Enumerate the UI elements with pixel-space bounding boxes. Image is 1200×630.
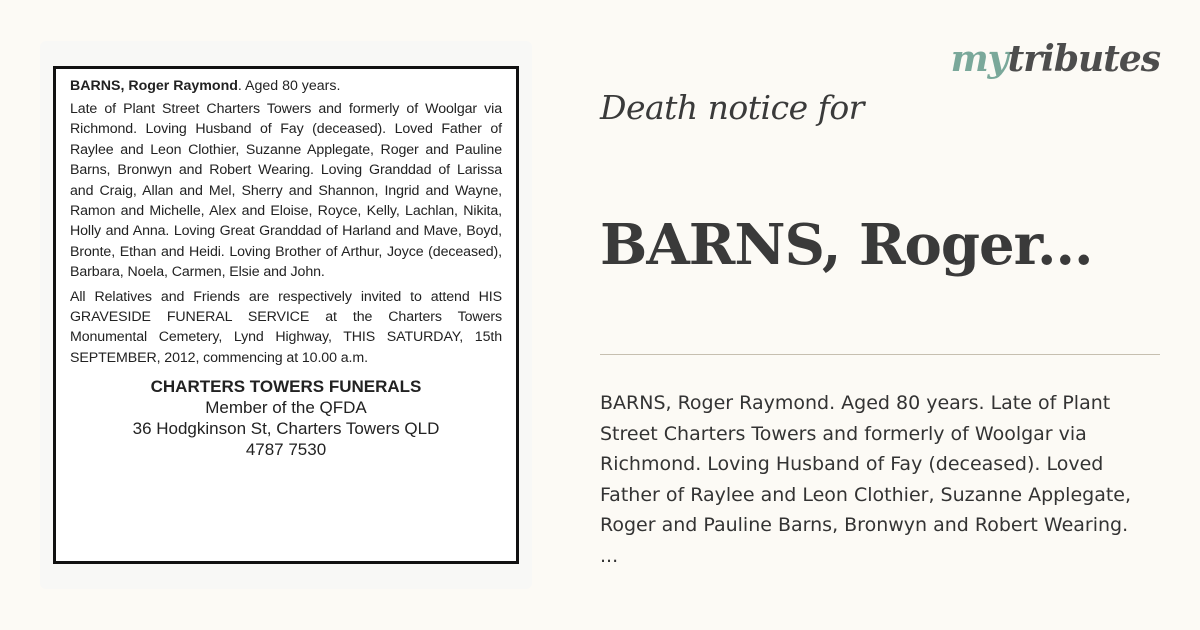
page-subtitle: Death notice for — [600, 88, 864, 127]
funeral-director-block — [70, 376, 502, 460]
mytributes-logo — [951, 38, 1160, 80]
notice-service-paragraph: All Relatives and Friends are respectively invited to attend HIS GRAVESIDE FUNERAL SERVICE at the Charters Towers Monumental Cemetery, Lynd Highway, THIS SATURDAY, 15th SEPTEMBER, 2012, commencing at 10.00 a.m. — [70, 288, 502, 366]
notice-border-box — [53, 66, 519, 564]
logo-tributes: tributes — [1007, 38, 1160, 80]
funeral-director-name: CHARTERS TOWERS FUNERALS — [150, 377, 422, 397]
page-title: BARNS, Roger... — [600, 212, 1093, 278]
funeral-phone: 4787 7530 — [245, 440, 327, 460]
notice-summary: BARNS, Roger Raymond. Aged 80 years. Late of Plant Street Charters Towers and formerly of Woolgar via Richmond. Loving Husband of Fay (deceased). Loved Father of Raylee and Leon Clothier, Suzanne Applegate, Roger and Pauline Barns, Bronwyn and Robert Wearing. ... — [600, 392, 1132, 567]
logo-my: my — [950, 38, 1008, 80]
notice-deceased-name: BARNS, Roger Raymond — [70, 78, 238, 94]
death-notice-image — [40, 41, 532, 589]
notice-heading — [70, 78, 502, 95]
divider — [600, 354, 1160, 355]
notice-family-paragraph: Late of Plant Street Charters Towers and formerly of Woolgar via Richmond. Loving Husband of Fay (deceased). Loved Father of Raylee and Leon Clothier, Suzanne Applegate, Roger and Pauline Barns, Bronwyn and Robert Wearing. Loving Granddad of Larissa and Craig, Allan and Mel, Sherry and Shannon, Ingrid and Wayne, Ramon and Michelle, Alex and Eloise, Royce, Kelly, Lachlan, Nikita, Holly and Anna. Loving Great Granddad of Harland and Mave, Boyd, Bronte, Ethan and Heidi. Loving Brother of Arthur, Joyce (deceased), Barbara, Noela, Carmen, Elsie and John. — [70, 101, 502, 281]
notice-age: . Aged 80 years. — [237, 78, 341, 94]
funeral-address: 36 Hodgkinson St, Charters Towers QLD — [132, 419, 440, 439]
funeral-membership: Member of the QFDA — [205, 398, 367, 418]
